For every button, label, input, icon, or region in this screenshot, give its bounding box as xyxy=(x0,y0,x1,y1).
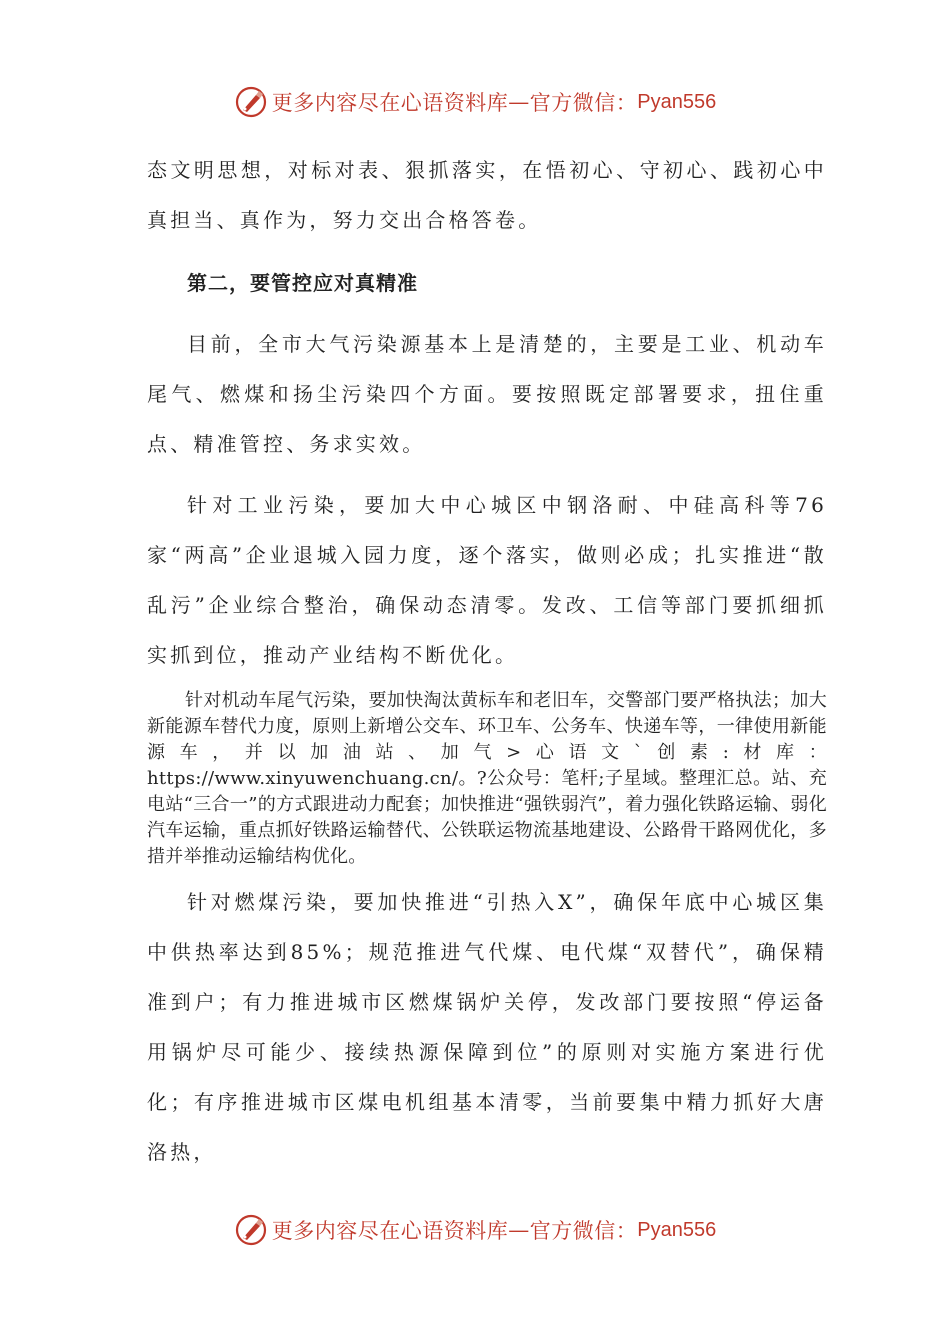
banner-wechat-id: Pyan556 xyxy=(637,90,717,113)
footer-banner xyxy=(0,1210,950,1250)
banner-text: 更多内容尽在心语资料库 xyxy=(271,1219,509,1243)
paragraph-4: 针对机动车尾气污染，要加快淘汰黄标车和老旧车，交警部门要严格执法；加大新能源车替代力度，原则上新增公交车、环卫车、公务车、快递车等，一律使用新能源车，并以加油站、加气>心语文`创素:材库：https://www.xinyuwenchuang.cn/。?公众号：笔杆;子星域。整理汇总。站、充电站“三合一”的方式跟进动力配套；加快推进“强铁弱汽”，着力强化铁路运输、弱化汽车运输，重点抓好铁路运输替代、公铁联运物流基地建设、公路骨干路网优化，多措并举推动运输结构优化。 xyxy=(147,690,827,867)
banner-text: 更多内容尽在心语资料库 xyxy=(271,91,509,115)
paragraph-5: 针对燃煤污染，要加快推进“引热入X”，确保年底中心城区集中供热率达到85%；规范推进气代煤、电代煤“双替代”，确保精准到户；有力推进城市区燃煤锅炉关停，发改部门要按照“停运备用锅炉尽可能少、接续热源保障到位”的原则对实施方案进行优化；有序推进城市区煤电机组基本清零，当前要集中精力抓好大唐洛热， xyxy=(147,890,827,1164)
paragraph-5-block xyxy=(147,877,827,1177)
section-heading: 第二，要管控应对真精准 xyxy=(187,271,418,295)
paragraph-2: 目前，全市大气污染源基本上是清楚的，主要是工业、机动车尾气、燃煤和扬尘污染四个方面。要按照既定部署要求，扭住重点、精准管控、务求实效。 xyxy=(147,332,827,456)
banner-dash: — xyxy=(508,1218,530,1242)
banner-wechat-label: 官方微信： xyxy=(529,91,638,115)
banner-wechat-id: Pyan556 xyxy=(637,1218,717,1241)
pen-logo-icon xyxy=(234,1213,268,1247)
paragraph-3: 针对工业污染，要加大中心城区中钢洛耐、中硅高科等76家“两高”企业退城入园力度，逐个落实，做则必成；扎实推进“散乱污”企业综合整治，确保动态清零。发改、工信等部门要抓细抓实抓到位，推动产业结构不断优化。 xyxy=(147,493,827,667)
paragraph-4-block xyxy=(147,688,827,870)
paragraph-1: 态文明思想，对标对表、狠抓落实，在悟初心、守初心、践初心中真担当、真作为，努力交出合格答卷。 xyxy=(147,158,827,232)
header-banner xyxy=(0,82,950,122)
paragraph-1-block xyxy=(147,145,827,245)
paragraph-3-block xyxy=(147,480,827,680)
section-heading-block xyxy=(147,258,827,308)
banner-wechat-label: 官方微信： xyxy=(529,1219,638,1243)
banner-dash: — xyxy=(508,90,530,114)
paragraph-2-block xyxy=(147,319,827,469)
pen-logo-icon xyxy=(234,85,268,119)
